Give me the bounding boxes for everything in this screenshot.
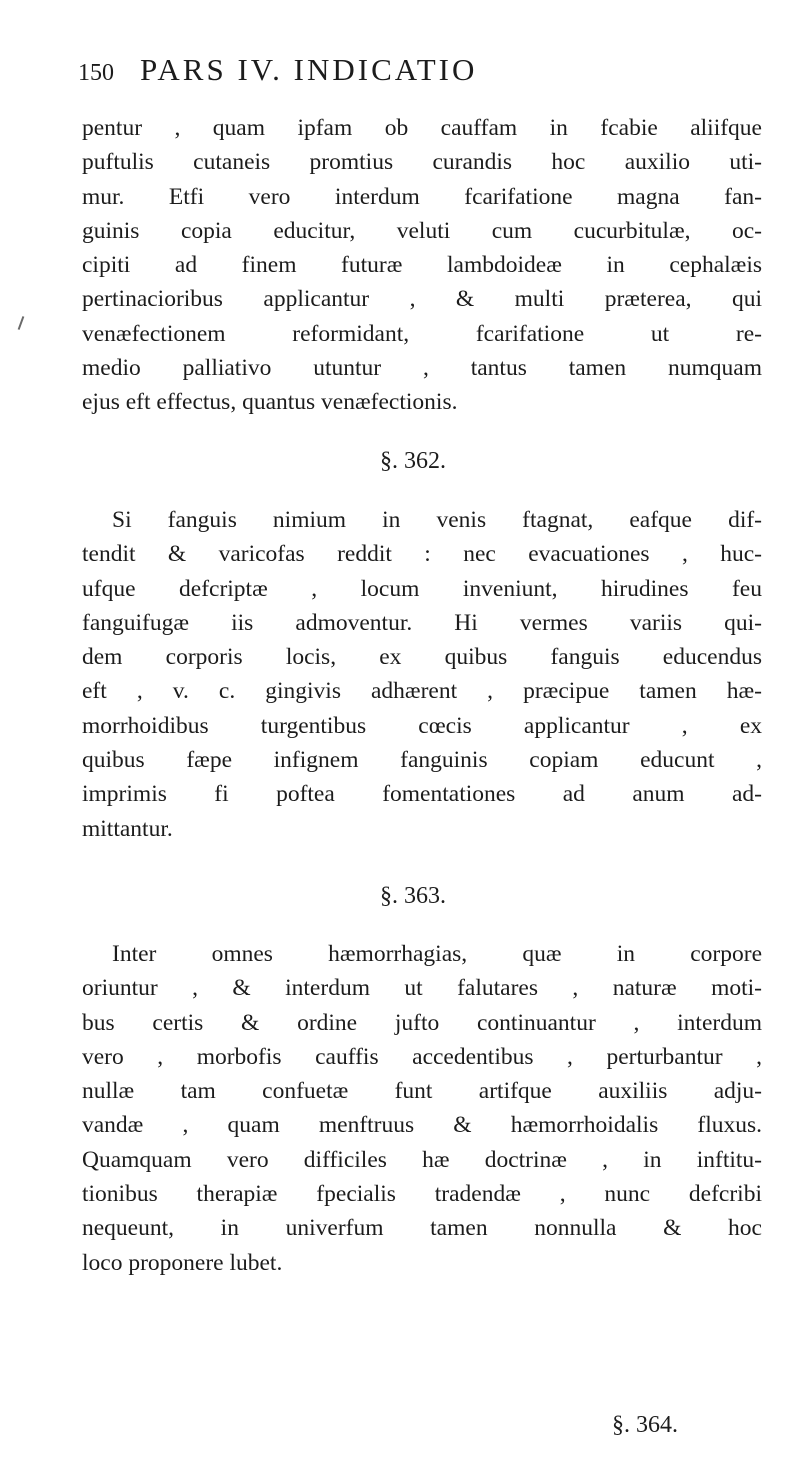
text-line: eft , v. c. gingivis adhærent , præcipue tamen hæ- (82, 678, 762, 705)
text-line: bus certis & ordine jufto continuantur , interdum (82, 1009, 762, 1036)
text-line: mittantur. (82, 815, 173, 842)
text-line: Inter omnes hæmorrhagias, quæ in corpore (112, 941, 762, 967)
margin-mark (18, 316, 25, 330)
text-line: oriuntur , & interdum ut falutares , naturæ moti- (82, 975, 762, 1002)
text-line: dem corporis locis, ex quibus fanguis educendus (82, 644, 762, 671)
text-line: tendit & varicofas reddit : nec evacuationes , huc- (82, 541, 762, 568)
text-line: pentur , quam ipfam ob cauffam in fcabie aliifque (82, 115, 762, 141)
paragraph-3 (82, 937, 762, 1280)
text-line: vandæ , quam menftruus & hæmorrhoidalis fluxus. (82, 1112, 762, 1139)
text-line: guinis copia educitur, veluti cum cucurbitulæ, oc- (82, 217, 762, 244)
page-number: 150 (78, 60, 114, 86)
text-line: pertinacioribus applicantur , & multi præterea, qui (82, 286, 762, 313)
text-line: ejus eft effectus, quantus venæfectionis. (82, 389, 458, 416)
text-line: venæfectionem reformidant, fcarifatione ut re- (82, 320, 762, 347)
text-line: medio palliativo utuntur , tantus tamen numquam (82, 355, 762, 382)
text-line: puftulis cutaneis promtius curandis hoc auxilio uti- (82, 149, 762, 176)
running-head (78, 50, 768, 90)
text-line: fanguifugæ iis admoventur. Hi vermes variis qui- (82, 609, 762, 636)
section-heading-362: §. 362. (380, 448, 446, 474)
text-line: Quamquam vero difficiles hæ doctrinæ , in inftitu- (82, 1146, 762, 1173)
paragraph-2 (82, 503, 762, 846)
text-line: morrhoidibus turgentibus cœcis applicantur , ex (82, 712, 762, 739)
section-heading-363: §. 363. (380, 883, 446, 909)
text-line: Si fanguis nimium in venis ftagnat, eafque dif- (112, 507, 762, 533)
text-line: quibus fæpe infignem fanguinis copiam educunt , (82, 747, 762, 774)
text-line: ufque defcriptæ , locum inveniunt, hirudines feu (82, 575, 762, 602)
text-line: tionibus therapiæ fpecialis tradendæ , nunc defcribi (82, 1181, 762, 1208)
text-line: nullæ tam confuetæ funt artifque auxiliis adju- (82, 1078, 762, 1105)
running-head-title: PARS IV. INDICATIO (140, 52, 478, 87)
text-line: loco proponere lubet. (82, 1249, 283, 1276)
text-line: imprimis fi poftea fomentationes ad anum ad- (82, 781, 762, 808)
text-line: nequeunt, in univerfum tamen nonnulla & hoc (82, 1215, 762, 1242)
catchword: §. 364. (612, 1412, 678, 1438)
text-line: vero , morbofis cauffis accedentibus , perturbantur , (82, 1043, 762, 1070)
paragraph-1 (82, 111, 762, 420)
text-line: mur. Etfi vero interdum fcarifatione magna fan- (82, 183, 762, 210)
text-line: cipiti ad finem futuræ lambdoideæ in cephalæis (82, 252, 762, 279)
